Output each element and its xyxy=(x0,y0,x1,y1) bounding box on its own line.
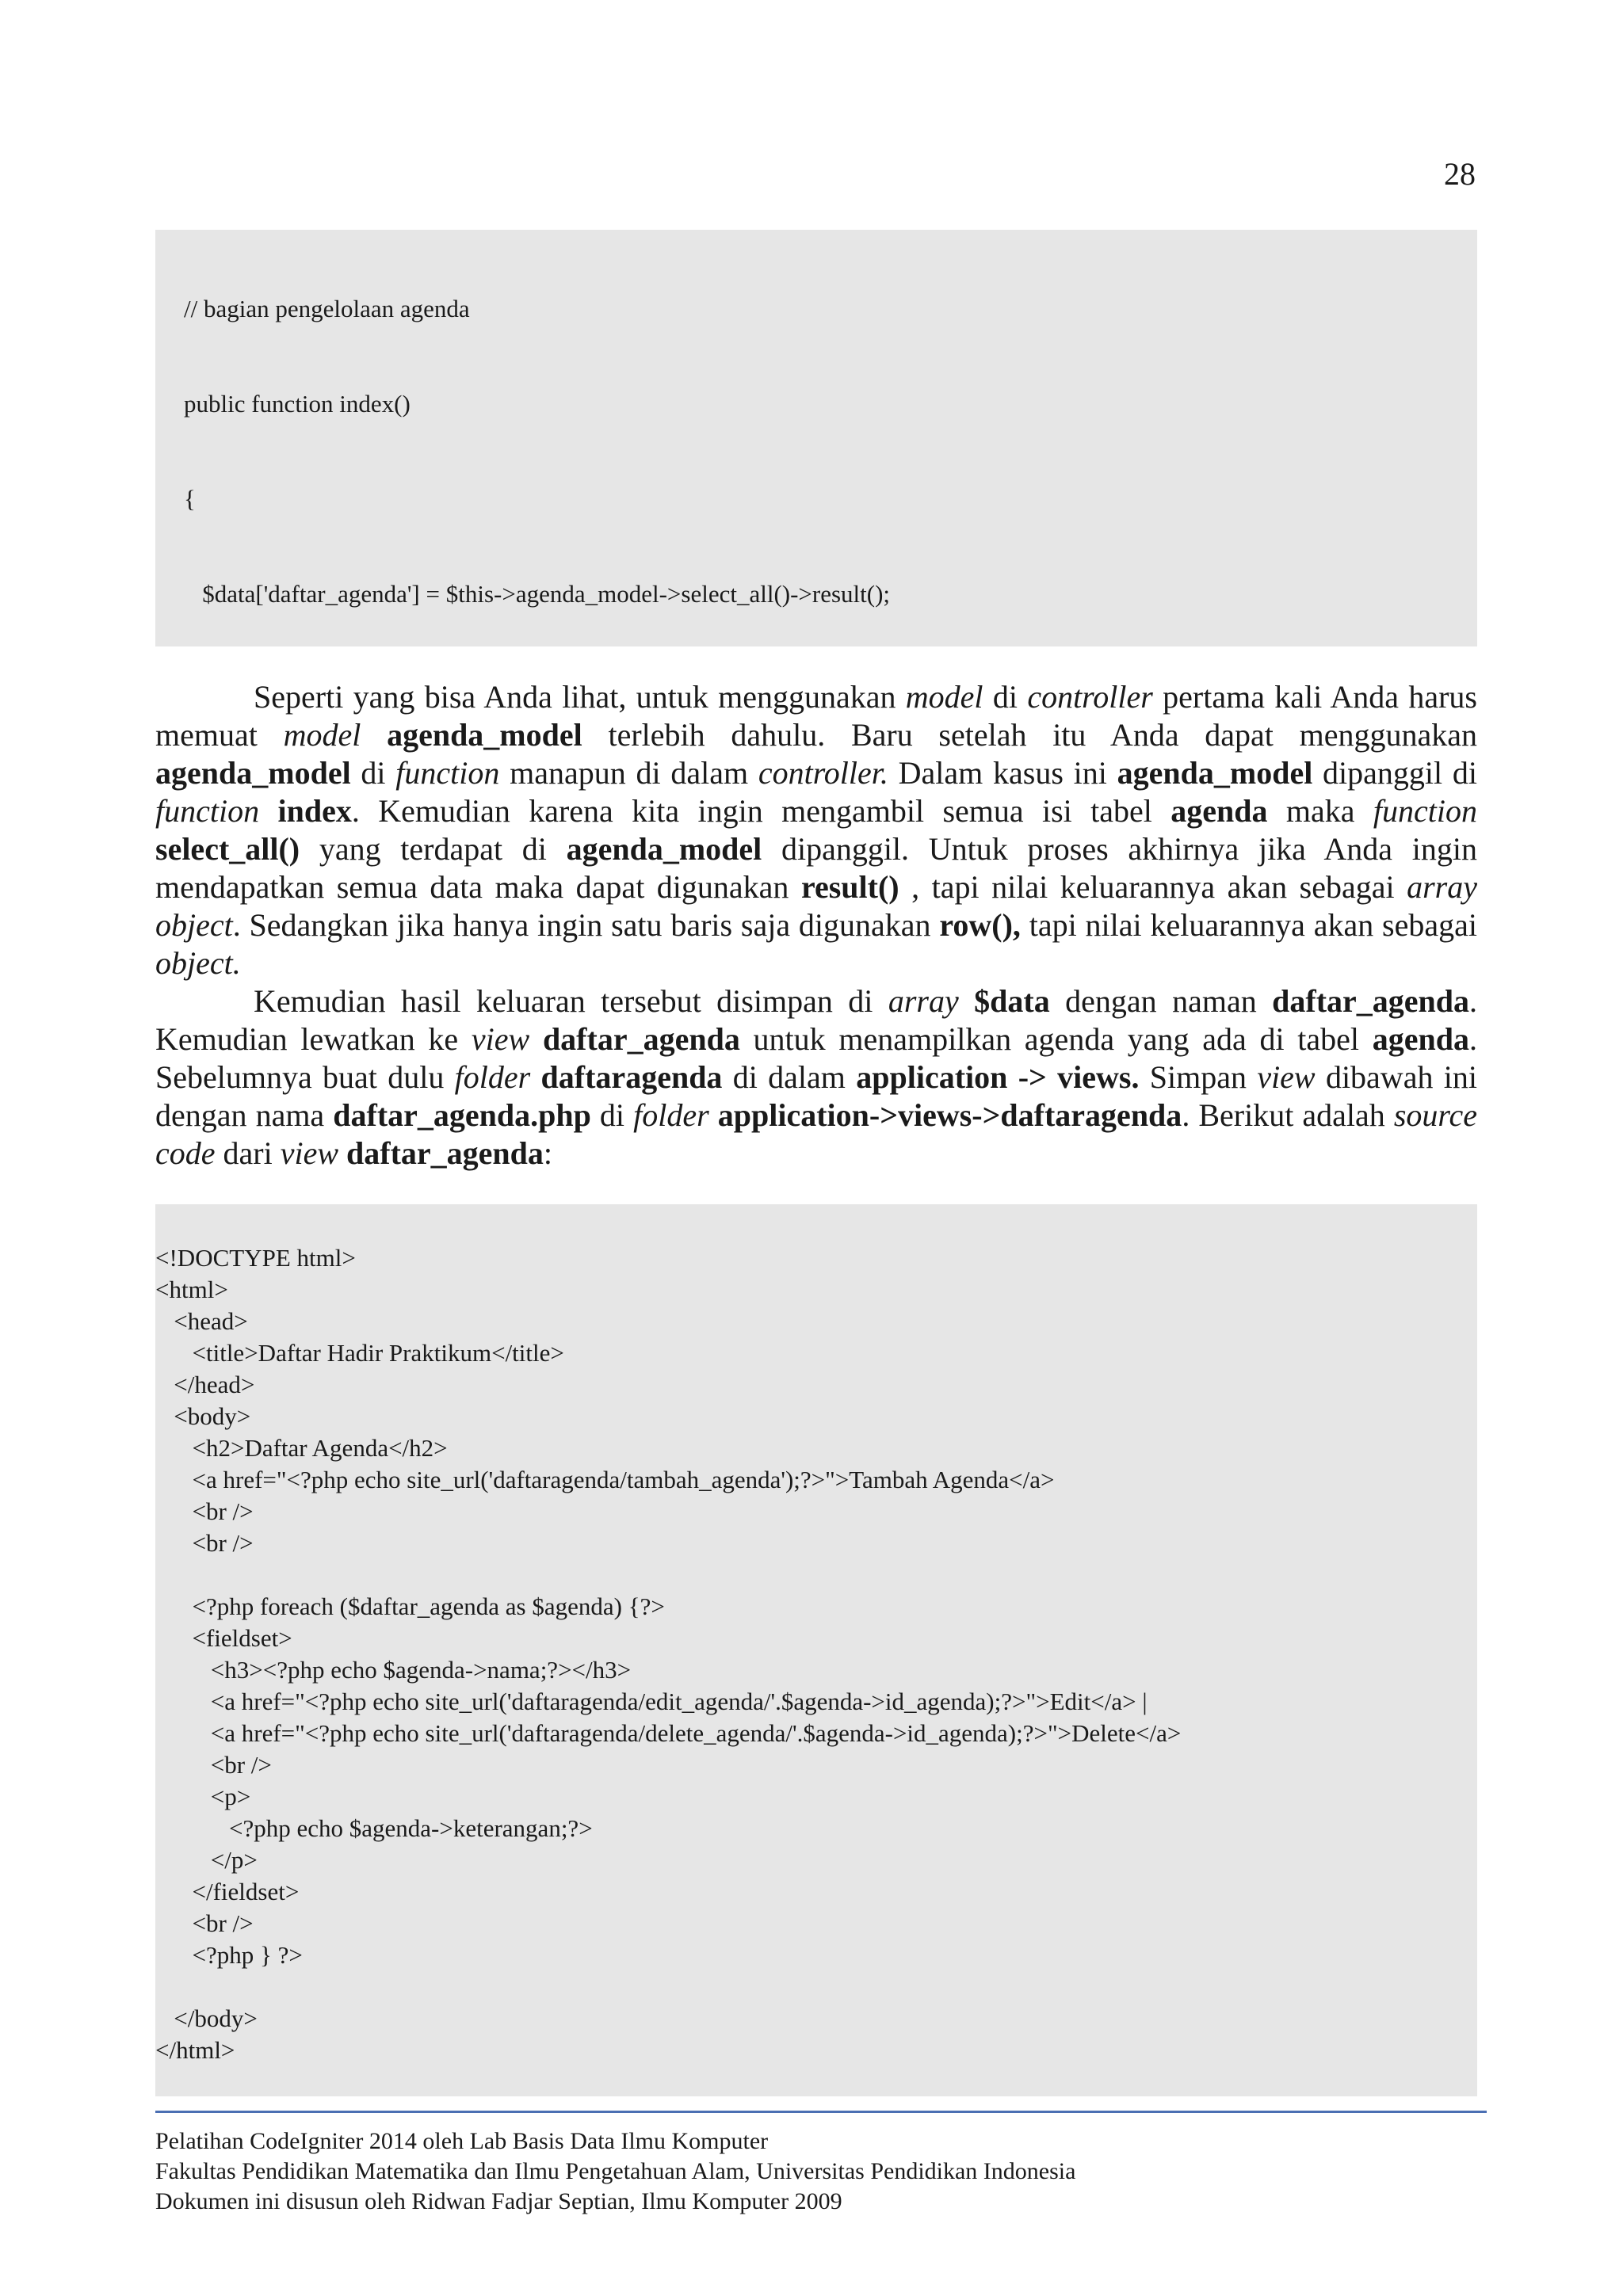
text-run: di xyxy=(983,679,1028,715)
bold-term: application->views->daftaragenda xyxy=(717,1097,1182,1133)
italic-term: function xyxy=(155,793,260,829)
code-line: </p> xyxy=(155,1846,258,1874)
code-line: </fieldset> xyxy=(155,1878,300,1905)
code-line: <a href="<?php echo site_url('daftaragenda/edit_agenda/'.$agenda->id_agenda);?>">Edit</a> | xyxy=(155,1688,1148,1715)
page-number: 28 xyxy=(1444,156,1476,192)
text-run xyxy=(259,793,277,829)
text-run xyxy=(361,717,387,753)
code-line: <a href="<?php echo site_url('daftaragenda/delete_agenda/'.$agenda->id_agenda);?>">Delete</a> xyxy=(155,1719,1182,1747)
code-line: <?php foreach ($daftar_agenda as $agenda) {?> xyxy=(155,1592,665,1620)
italic-term: source code xyxy=(155,1097,1477,1171)
italic-term: function xyxy=(1373,793,1477,829)
text-run xyxy=(338,1135,346,1171)
bold-term: application -> views. xyxy=(856,1059,1140,1095)
text-run: pertama kali Anda harus memuat xyxy=(155,679,1477,753)
code-line: // bagian pengelolaan agenda xyxy=(184,295,470,322)
text-run: dengan naman xyxy=(1049,983,1273,1019)
italic-term: array object xyxy=(155,869,1477,943)
text-run: , tapi nilai keluarannya akan sebagai xyxy=(899,869,1407,905)
italic-term: folder xyxy=(633,1097,709,1133)
code-line: public function index() xyxy=(184,390,411,418)
footer-line-2: Fakultas Pendidikan Matematika dan Ilmu Pengetahuan Alam, Universitas Pendidikan Indonesia xyxy=(155,2158,1076,2184)
italic-term: controller xyxy=(1027,679,1153,715)
bold-term: agenda_model xyxy=(1117,755,1313,791)
text-run xyxy=(530,1059,540,1095)
bold-term: agenda_model xyxy=(566,831,762,867)
italic-term: view xyxy=(280,1135,339,1171)
code-line: { xyxy=(184,485,196,513)
text-run xyxy=(959,983,974,1019)
paragraph-view-instructions xyxy=(155,982,1477,1173)
text-run: . Kemudian karena kita ingin mengambil semua isi tabel xyxy=(351,793,1171,829)
text-run xyxy=(709,1097,718,1133)
bold-term: agenda xyxy=(1372,1021,1470,1057)
text-run: . Sebelumnya buat dulu xyxy=(155,1021,1478,1095)
code-line: <br /> xyxy=(155,1529,254,1557)
italic-term: folder xyxy=(454,1059,531,1095)
code-line: </body> xyxy=(155,2004,258,2032)
code-line: <fieldset> xyxy=(155,1624,292,1652)
text-run xyxy=(529,1021,543,1057)
text-run: dipanggil di xyxy=(1312,755,1478,791)
bold-term: row(), xyxy=(939,907,1021,943)
text-run: . Berikut adalah xyxy=(1182,1097,1394,1133)
code-line: <br /> xyxy=(155,1497,254,1525)
code-line: </head> xyxy=(155,1371,255,1398)
italic-term: model xyxy=(283,717,361,753)
footer-line-1: Pelatihan CodeIgniter 2014 oleh Lab Basis Data Ilmu Komputer xyxy=(155,2128,769,2154)
text-run: : xyxy=(543,1135,553,1171)
text-run: terlebih dahulu. Baru setelah itu Anda dapat menggunakan xyxy=(582,717,1477,753)
italic-term: model xyxy=(905,679,983,715)
text-run: Simpan xyxy=(1139,1059,1258,1095)
text-run: manapun di dalam xyxy=(499,755,758,791)
text-run: dari xyxy=(215,1135,281,1171)
code-line: <!DOCTYPE html> xyxy=(155,1244,356,1272)
bold-term: agenda_model xyxy=(155,755,351,791)
code-line: <h2>Daftar Agenda</h2> xyxy=(155,1434,448,1462)
bold-term: index xyxy=(277,793,352,829)
text-run: untuk menampilkan agenda yang ada di tabel xyxy=(739,1021,1373,1057)
text-run: . Kemudian lewatkan ke xyxy=(155,983,1478,1057)
code-line: $data['daftar_agenda'] = $this->agenda_model->select_all()->result(); xyxy=(184,580,891,608)
code-line: <a href="<?php echo site_url('daftaragenda/tambah_agenda');?>">Tambah Agenda</a> xyxy=(155,1466,1055,1493)
italic-term: view xyxy=(1257,1059,1316,1095)
code-line: <?php echo $agenda->keterangan;?> xyxy=(155,1814,593,1842)
bold-term: result() xyxy=(800,869,899,905)
bold-term: daftaragenda xyxy=(540,1059,723,1095)
italic-term: object. xyxy=(155,945,241,981)
text-run: di xyxy=(350,755,396,791)
code-line: <p> xyxy=(155,1783,251,1810)
body-text xyxy=(155,678,1477,1173)
bold-term: daftar_agenda.php xyxy=(333,1097,591,1133)
code-block-view xyxy=(155,1204,1477,2096)
code-line: <head> xyxy=(155,1307,248,1335)
text-run: di dalam xyxy=(722,1059,857,1095)
footer-divider xyxy=(155,2111,1487,2113)
bold-term: daftar_agenda xyxy=(1272,983,1470,1019)
bold-term: $data xyxy=(974,983,1050,1019)
text-run: Seperti yang bisa Anda lihat, untuk menggunakan xyxy=(254,679,906,715)
bold-term: agenda_model xyxy=(387,717,582,753)
code-line-blank xyxy=(155,1559,1477,1591)
code-line: <h3><?php echo $agenda->nama;?></h3> xyxy=(155,1656,632,1684)
footer xyxy=(155,2126,1075,2217)
bold-term: daftar_agenda xyxy=(346,1135,544,1171)
code-line: <html> xyxy=(155,1276,228,1303)
text-run: di xyxy=(590,1097,634,1133)
text-run: Kemudian hasil keluaran tersebut disimpan di xyxy=(254,983,888,1019)
bold-term: select_all() xyxy=(155,831,300,867)
bold-term: daftar_agenda xyxy=(542,1021,740,1057)
code-line: <?php } ?> xyxy=(155,1941,303,1969)
code-line: <br /> xyxy=(155,1909,254,1937)
code-line: <title>Daftar Hadir Praktikum</title> xyxy=(155,1339,564,1367)
italic-term: controller. xyxy=(758,755,888,791)
italic-term: array xyxy=(888,983,959,1019)
text-run: Dalam kasus ini xyxy=(888,755,1117,791)
italic-term: function xyxy=(395,755,500,791)
text-run: dipanggil. Untuk proses akhirnya jika Anda ingin mendapatkan semua data maka dapat digunakan xyxy=(155,831,1477,905)
text-run: maka xyxy=(1267,793,1373,829)
code-line-blank xyxy=(155,1971,1477,2003)
footer-line-3: Dokumen ini disusun oleh Ridwan Fadjar Septian, Ilmu Komputer 2009 xyxy=(155,2188,842,2214)
paragraph-explanation xyxy=(155,678,1477,982)
code-line: <body> xyxy=(155,1402,251,1430)
text-run: yang terdapat di xyxy=(300,831,567,867)
code-block-controller xyxy=(155,230,1477,646)
italic-term: view xyxy=(471,1021,530,1057)
text-run: dibawah ini dengan nama xyxy=(155,1059,1477,1133)
code-line: </html> xyxy=(155,2036,235,2064)
text-run: . Sedangkan jika hanya ingin satu baris saja digunakan xyxy=(232,907,940,943)
bold-term: agenda xyxy=(1170,793,1268,829)
code-line: <br /> xyxy=(155,1751,272,1779)
text-run: tapi nilai keluarannya akan sebagai xyxy=(1020,907,1478,943)
